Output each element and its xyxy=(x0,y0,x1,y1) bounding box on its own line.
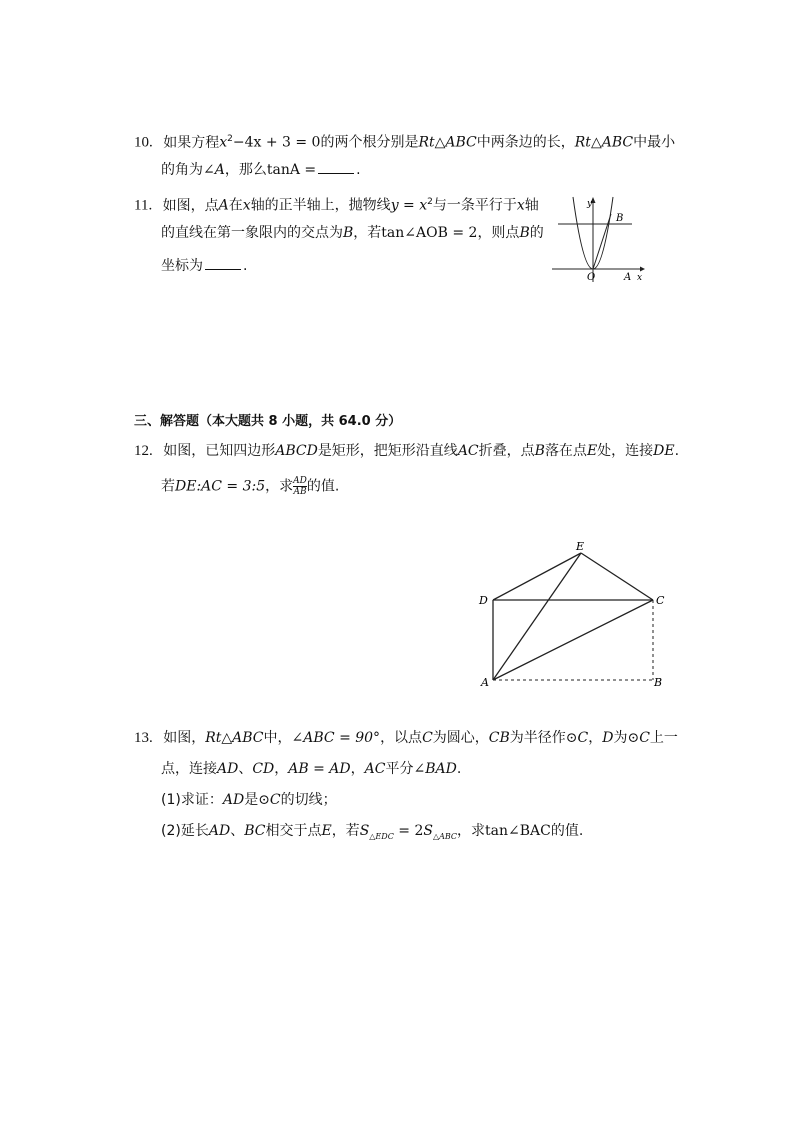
question-12-line-2: 若DE:AC = 3:5，求 $\frac{AD}{AB}$ 的值. xyxy=(161,476,340,497)
parabola-figure xyxy=(552,192,647,284)
answer-blank xyxy=(205,255,241,270)
fraction-AD-over-AB: $\frac{AD}{AB}$ xyxy=(293,476,307,497)
label-A: A xyxy=(481,676,489,689)
answer-blank xyxy=(318,159,354,174)
question-number: 11. xyxy=(134,197,153,214)
label-y: y xyxy=(587,199,593,209)
question-11-line-1: 11. 如图，点A在x轴的正半轴上，抛物线$y = x^2$与一条平行于x轴 xyxy=(134,197,539,214)
label-B: B xyxy=(616,213,624,224)
question-10-line-1: 10. 如果方程$x^2-4x + 3 = 0$的两个根分别是Rt△ABC中两条边的长，Rt△ABC中最小 xyxy=(134,134,676,151)
label-x: x xyxy=(637,273,643,283)
label-E: E xyxy=(576,540,585,553)
question-12-line-1: 12. 如图，已知四边形ABCD是矩形，把矩形沿直线AC折叠，点B落在点E处，连接DE. xyxy=(134,443,680,459)
label-C: C xyxy=(656,594,665,607)
rectangle-fold-figure xyxy=(474,538,674,690)
segment-OB xyxy=(593,214,611,269)
section-title: 三、解答题（本大题共 8 小题，共 64.0 分） xyxy=(134,414,402,429)
question-number: 10. xyxy=(134,134,153,151)
question-13-line-2: 点，连接AD、CD，AB = AD，AC平分∠BAD. xyxy=(161,761,462,777)
question-13-part-1: (1)求证：AD是⊙C的切线； xyxy=(161,792,337,808)
question-10-line-2: 的角为∠A，那么tanA = . xyxy=(161,159,361,180)
question-11-line-3: 坐标为 . xyxy=(161,255,247,276)
question-number: 12. xyxy=(134,443,153,459)
question-13-line-1: 13. 如图，Rt△ABC中，∠ABC = 90°，以点C为圆心，CB为半径作⊙C，D为⊙C上一 xyxy=(134,730,678,746)
segment-EC xyxy=(581,553,653,600)
label-O: O xyxy=(587,272,596,283)
segment-AE xyxy=(493,553,581,680)
label-A: A xyxy=(624,272,632,283)
label-D: D xyxy=(479,594,488,607)
question-number: 13. xyxy=(134,730,153,746)
x-axis-arrow xyxy=(640,267,645,272)
segment-DE xyxy=(493,553,581,600)
question-13-part-2: (2)延长AD、BC相交于点E，若$S_{\triangle EDC} = 2S_{\triangle ABC}$，求tan∠BAC的值. xyxy=(161,823,584,841)
question-11-line-2: 的直线在第一象限内的交点为B，若tan∠AOB = 2，则点B的 xyxy=(161,225,544,241)
label-B: B xyxy=(654,676,663,689)
segment-AC xyxy=(493,600,653,680)
